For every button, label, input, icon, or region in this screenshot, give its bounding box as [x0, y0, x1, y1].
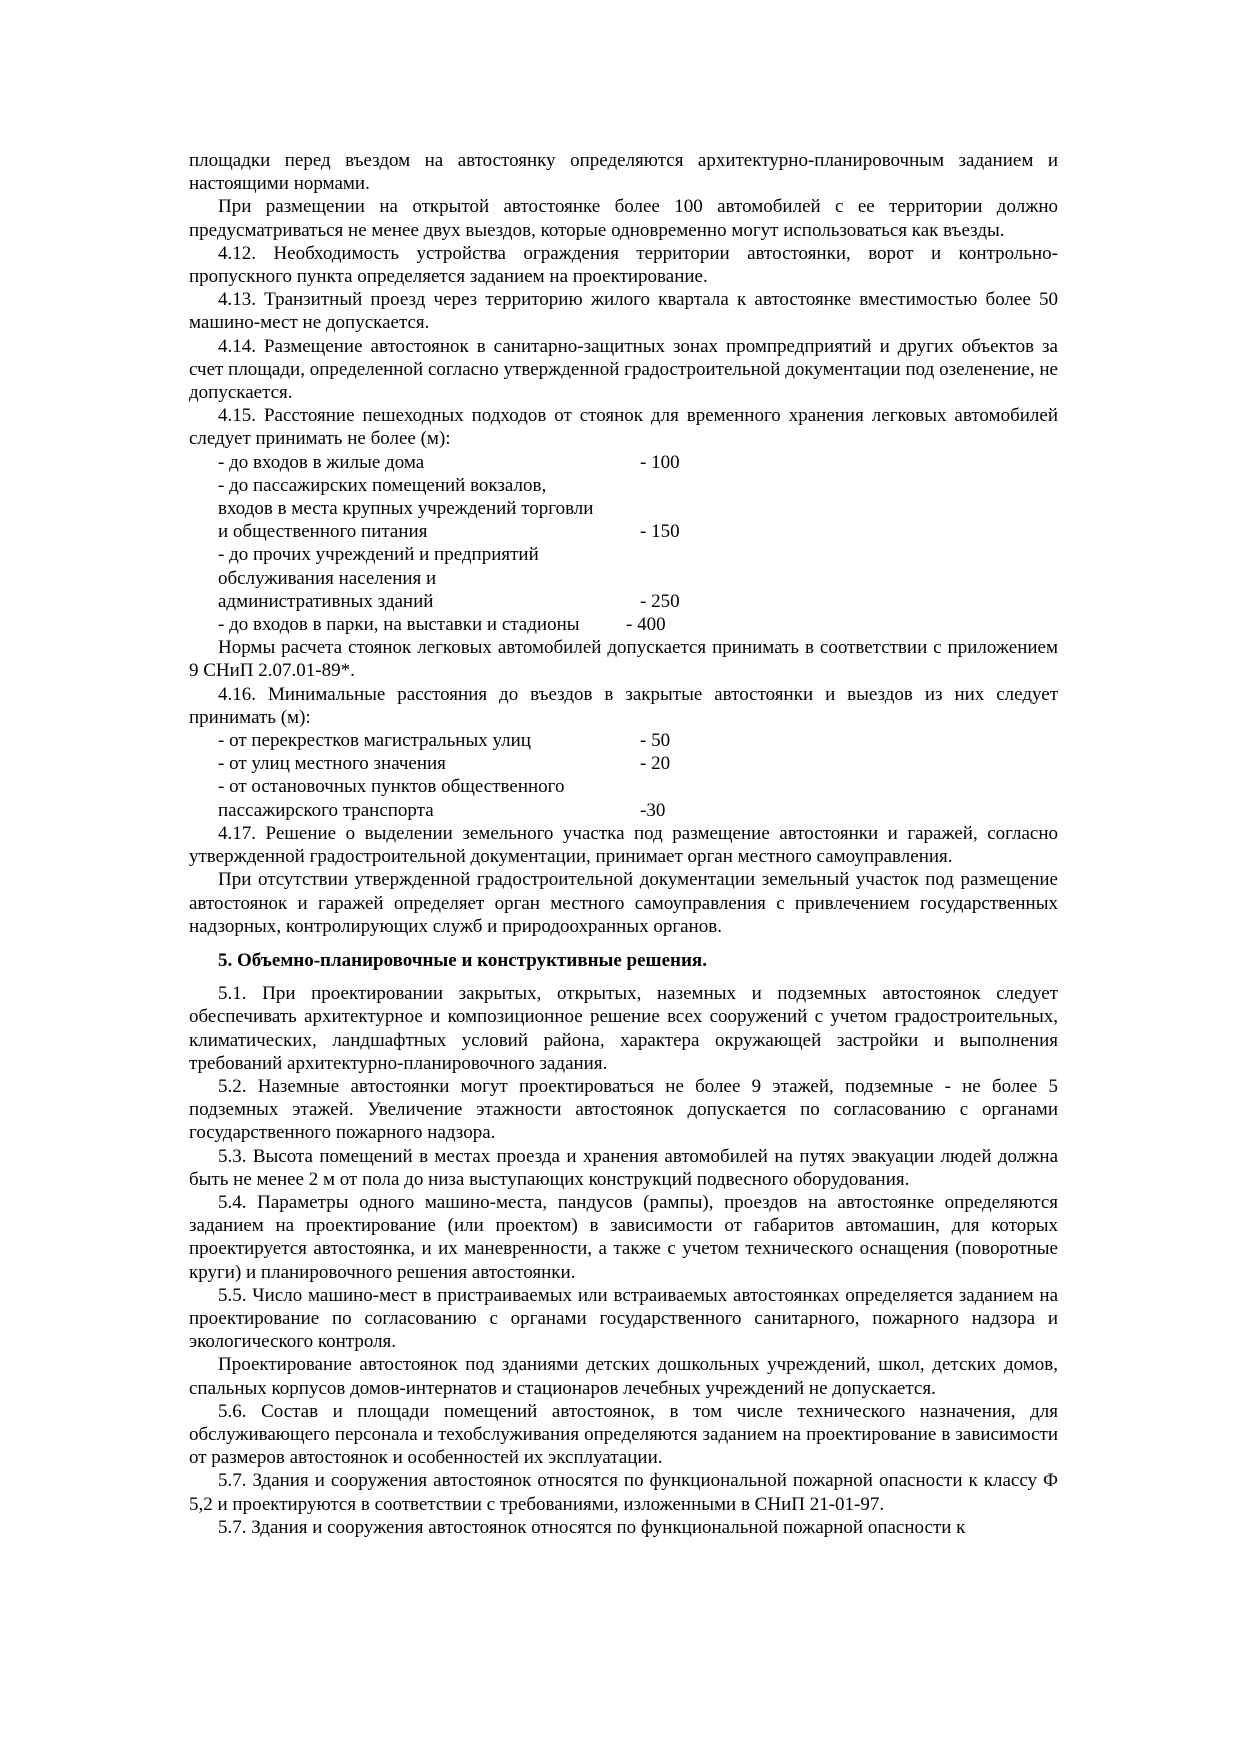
distance-list-4-15	[189, 451, 1058, 637]
paragraph-4-13: 4.13. Транзитный проезд через территорию жилого квартала к автостоянке вместимостью более 50 машино-мест не допускается.	[189, 289, 1058, 334]
list-item	[189, 543, 1058, 566]
list-item	[189, 799, 1058, 822]
list-item-label: - от остановочных пунктов общественного	[218, 776, 565, 798]
paragraph-5-3: 5.3. Высота помещений в местах проезда и хранения автомобилей на путях эвакуации людей должна быть не менее 2 м от пола до низа выступающих конструкций подвесного оборудования.	[189, 1145, 1058, 1190]
list-item-label: - до прочих учреждений и предприятий	[218, 544, 539, 566]
list-item-value: - 20	[640, 753, 671, 775]
list-item-label: - до пассажирских помещений вокзалов,	[218, 474, 547, 496]
list-item	[189, 567, 1058, 590]
list-item-value: - 250	[640, 590, 680, 612]
paragraph-5-7: 5.7. Здания и сооружения автостоянок относятся по функциональной пожарной опасности к классу Ф 5,2 и проектируются в соответствии с требованиями, изложенными в СНиП 21-01-97.	[189, 1470, 1058, 1515]
list-item-label: административных зданий	[218, 590, 434, 612]
list-item	[189, 474, 1058, 497]
list-item-label: - до входов в жилые дома	[218, 451, 425, 473]
paragraph-continuation: площадки перед въездом на автостоянку определяются архитектурно-планировочным заданием и настоящими нормами.	[189, 150, 1058, 195]
list-item-value: - 150	[640, 521, 680, 543]
paragraph-4-12: 4.12. Необходимость устройства ограждения территории автостоянки, ворот и контрольно-пропускного пункта определяется заданием на проектирование.	[189, 242, 1058, 288]
paragraph-children-facilities: Проектирование автостоянок под зданиями детских дошкольных учреждений, школ, детских домов, спальных корпусов домов-интернатов и стационаров лечебных учреждений не допускается.	[189, 1354, 1058, 1399]
list-item-label: и общественного питания	[218, 521, 428, 543]
paragraph-5-2: 5.2. Наземные автостоянки могут проектироваться не более 9 этажей, подземные - не более 5 подземных этажей. Увеличение этажности автостоянок допускается по согласованию с органами государственного пожарного надзора.	[189, 1075, 1058, 1144]
section-5-heading: 5. Объемно-планировочные и конструктивные решения.	[218, 949, 707, 971]
list-item	[189, 729, 1058, 752]
list-item-value: - 50	[640, 730, 671, 752]
paragraph-5-7-repeat: 5.7. Здания и сооружения автостоянок относятся по функциональной пожарной опасности к	[218, 1516, 966, 1538]
distance-list-4-16	[189, 729, 1058, 822]
list-item	[189, 520, 1058, 543]
list-item-label: - до входов в парки, на выставки и стадионы	[218, 614, 580, 636]
paragraph-5-1: 5.1. При проектировании закрытых, открытых, наземных и подземных автостоянок следует обеспечивать архитектурное и композиционное решение всех сооружений с учетом градостроительных, климатических, ландшафтных условий района, характера окружающей застройки и выполнения требований архитектурно-планировочного задания.	[189, 983, 1058, 1074]
list-item	[189, 451, 1058, 474]
paragraph-5-5: 5.5. Число машино-мест в пристраиваемых или встраиваемых автостоянках определяется заданием на проектирование по согласованию с органами государственного санитарного, пожарного надзора и экологического контроля.	[189, 1284, 1058, 1353]
list-item-label: входов в места крупных учреждений торговли	[218, 498, 594, 520]
list-item	[189, 752, 1058, 775]
paragraph-4-14: 4.14. Размещение автостоянок в санитарно-защитных зонах промпредприятий и других объектов за счет площади, определенной согласно утвержденной градостроительной документации под озеленение, не допускается.	[189, 335, 1058, 404]
list-item-value: - 100	[640, 451, 680, 473]
list-item-value: - 400	[626, 614, 666, 636]
list-item-label: обслуживания населения и	[218, 567, 437, 589]
list-item-label: пассажирского транспорта	[218, 799, 434, 821]
paragraph-4-15: 4.15. Расстояние пешеходных подходов от стоянок для временного хранения легковых автомобилей следует принимать не более (м):	[189, 405, 1058, 450]
list-item-label: - от перекрестков магистральных улиц	[218, 730, 531, 752]
paragraph-two-exits: При размещении на открытой автостоянке более 100 автомобилей с ее территории должно предусматриваться не менее двух выездов, которые одновременно могут использоваться как въезды.	[189, 196, 1058, 241]
list-item	[189, 497, 1058, 520]
list-item-value: -30	[640, 799, 666, 821]
paragraph-4-17: 4.17. Решение о выделении земельного участка под размещение автостоянки и гаражей, согласно утвержденной градостроительной документации, принимает орган местного самоуправления.	[189, 822, 1058, 868]
paragraph-5-6: 5.6. Состав и площади помещений автостоянок, в том числе технического назначения, для обслуживающего персонала и техобслуживания определяются заданием на проектирование в зависимости от размеров автостоянок и особенностей их эксплуатации.	[189, 1400, 1058, 1469]
list-item-label: - от улиц местного значения	[218, 753, 446, 775]
document-page	[189, 149, 1058, 1539]
paragraph-parking-norms: Нормы расчета стоянок легковых автомобилей допускается принимать в соответствии с приложением 9 СНиП 2.07.01-89*.	[189, 637, 1058, 682]
paragraph-5-4: 5.4. Параметры одного машино-места, пандусов (рампы), проездов на автостоянке определяются заданием на проектирование (или проектом) в зависимости от габаритов автомашин, для которых проектируется автостоянка, и их маневренности, а также с учетом технического оснащения (поворотные круги) и планировочного решения автостоянки.	[189, 1191, 1058, 1283]
paragraph-no-documentation: При отсутствии утвержденной градостроительной документации земельный участок под размещение автостоянок и гаражей определяет орган местного самоуправления с привлечением государственных надзорных, контролирующих служб и природоохранных органов.	[189, 869, 1058, 937]
list-item	[189, 613, 1058, 636]
paragraph-4-16: 4.16. Минимальные расстояния до въездов в закрытые автостоянки и выездов из них следует принимать (м):	[189, 683, 1058, 728]
list-item	[189, 775, 1058, 798]
list-item	[189, 590, 1058, 613]
